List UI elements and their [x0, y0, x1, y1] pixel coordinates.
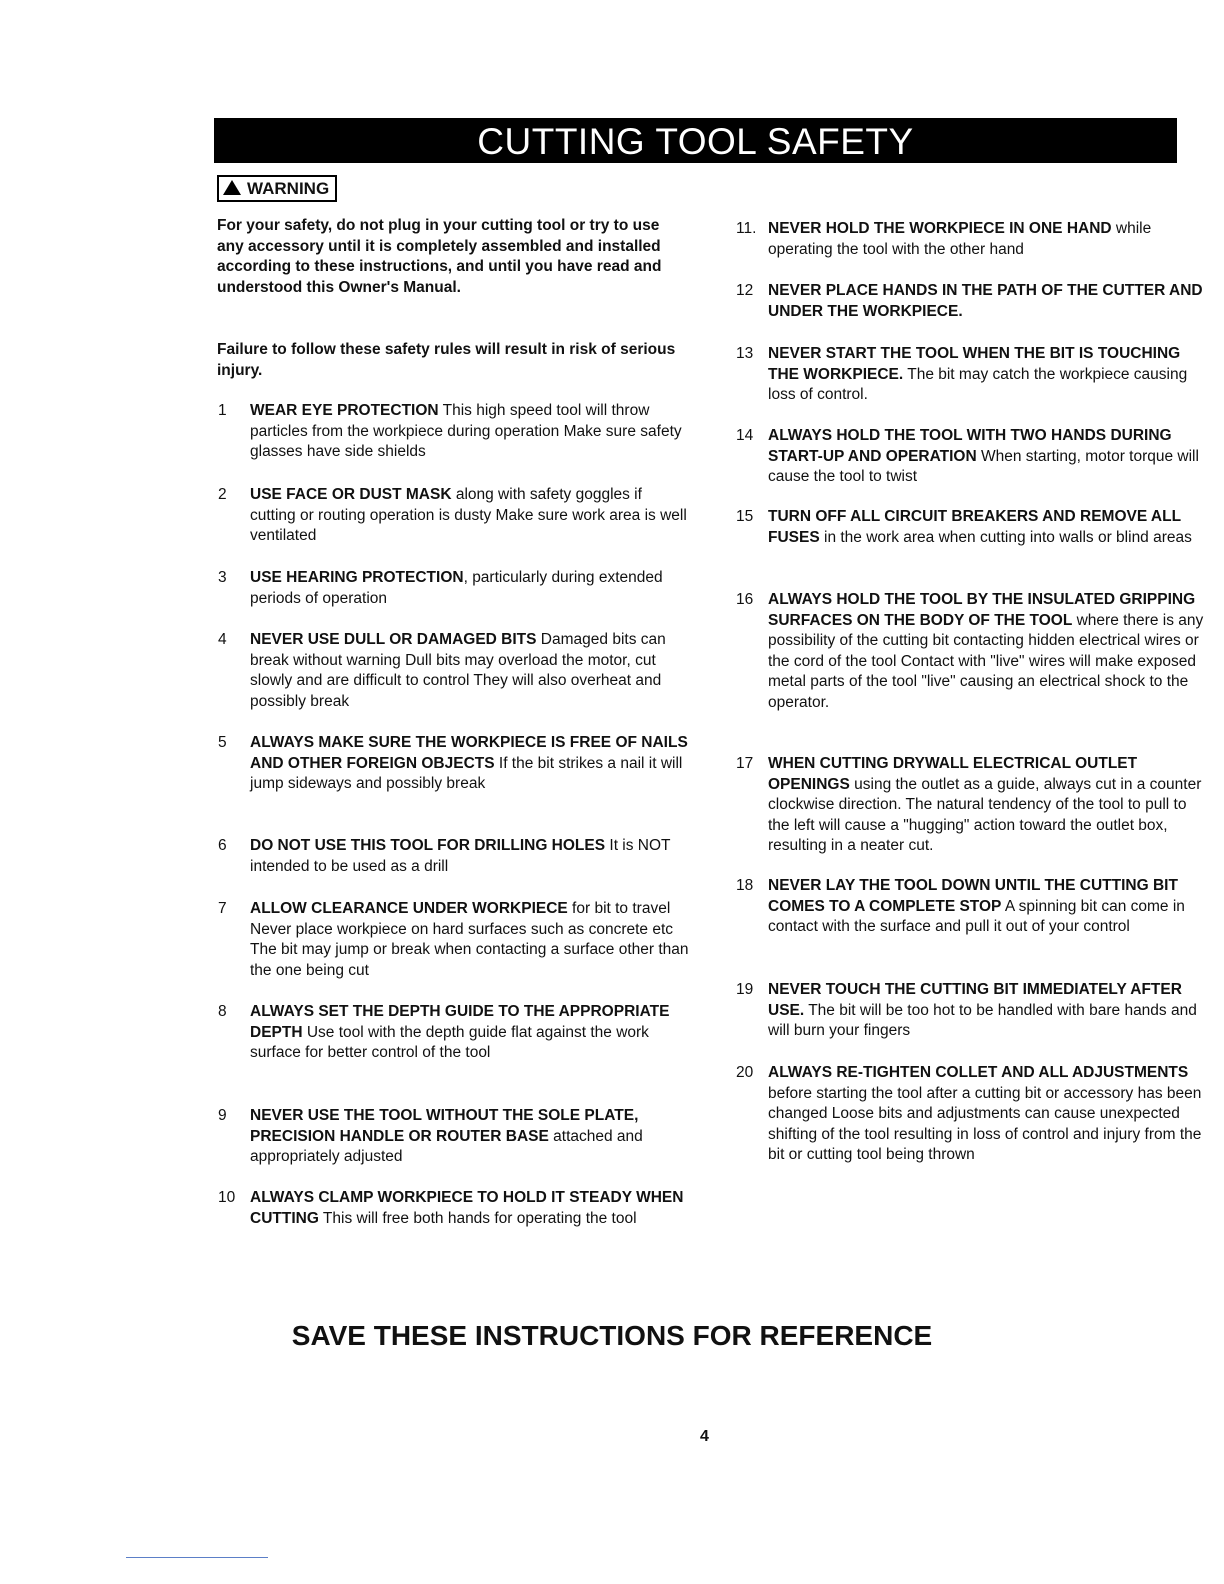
rule-heading: ALWAYS SET THE DEPTH GUIDE TO THE APPROPRIATE DEPTH — [250, 1003, 670, 1041]
rule-number: 9 — [218, 1107, 227, 1124]
safety-rule-item — [218, 401, 690, 463]
rule-heading: NEVER USE THE TOOL WITHOUT THE SOLE PLATE, PRECISION HANDLE OR ROUTER BASE — [250, 1107, 639, 1145]
rule-heading: ALLOW CLEARANCE UNDER WORKPIECE — [250, 900, 568, 917]
rule-number: 1 — [218, 402, 227, 419]
safety-rule-item — [736, 344, 1208, 406]
rule-heading: ALWAYS CLAMP WORKPIECE TO HOLD IT STEADY WHEN CUTTING — [250, 1189, 684, 1227]
rule-text: It is NOT intended to be used as a drill — [250, 837, 671, 875]
rule-text: A spinning bit can come in contact with the surface and pull it out of your control — [768, 897, 1185, 935]
rule-text: where there is any possibility of the cutting bit contacting hidden electrical wires or the cord of the tool Contact with "live" wires will make exposed metal parts of the tool "live" causing an electrical shock to the operator. — [768, 611, 1204, 711]
rule-heading: NEVER HOLD THE WORKPIECE IN ONE HAND — [768, 220, 1112, 237]
intro-paragraph: For your safety, do not plug in your cutting tool or try to use any accessory until it is completely assembled and installed according to these instructions, and until you have read and understood this Owner's Manual. — [217, 217, 662, 296]
rule-text: along with safety goggles if cutting or routing operation is dusty Make sure work area is well ventilated — [250, 486, 687, 544]
rule-number: 15 — [736, 508, 754, 525]
rule-text: , particularly during extended periods of operation — [250, 569, 663, 607]
rule-heading: WHEN CUTTING DRYWALL ELECTRICAL OUTLET OPENINGS — [768, 755, 1138, 793]
rule-number: 18 — [736, 877, 754, 894]
rule-number: 13 — [736, 345, 754, 362]
rule-heading: ALWAYS HOLD THE TOOL BY THE INSULATED GRIPPING SURFACES ON THE BODY OF THE TOOL — [768, 591, 1196, 629]
rule-text: in the work area when cutting into walls or blind areas — [819, 528, 1192, 546]
safety-rule-item — [736, 281, 1208, 322]
safety-rule-item — [218, 1002, 690, 1064]
rule-text: Damaged bits can break without warning Dull bits may overload the motor, cut slowly and are difficult to control They will also overheat and possibly break — [250, 631, 666, 710]
warning-label — [217, 175, 337, 202]
rule-number: 19 — [736, 981, 754, 998]
rule-number: 11. — [736, 220, 757, 237]
safety-rule-item — [736, 754, 1208, 857]
safety-rule-item — [736, 876, 1208, 938]
safety-rule-item — [218, 1188, 690, 1229]
rule-heading: ALWAYS HOLD THE TOOL WITH TWO HANDS DURING START-UP AND OPERATION — [768, 427, 1172, 465]
rule-text: Use tool with the depth guide flat against the work surface for better control of the tool — [250, 1023, 649, 1061]
rule-number: 12 — [736, 282, 754, 299]
safety-rule-item — [736, 426, 1208, 488]
rule-heading: ALWAYS MAKE SURE THE WORKPIECE IS FREE OF NAILS AND OTHER FOREIGN OBJECTS — [250, 734, 688, 772]
safety-rule-item — [736, 219, 1208, 260]
rule-heading: WEAR EYE PROTECTION — [250, 402, 439, 419]
rule-number: 7 — [218, 900, 227, 917]
rule-number: 3 — [218, 569, 227, 586]
safety-rule-item — [736, 507, 1208, 548]
safety-rule-item — [218, 485, 690, 547]
safety-rule-item — [218, 899, 690, 981]
page-title: CUTTING TOOL SAFETY — [214, 118, 1177, 163]
safety-rule-item — [218, 568, 690, 609]
rule-number: 10 — [218, 1189, 236, 1206]
rule-text: before starting the tool after a cutting bit or accessory has been changed Loose bits and adjustments can cause unexpected shifting of the tool resulting in loss of control and injury from the bit or cutting tool being thrown — [768, 1084, 1202, 1163]
rule-number: 4 — [218, 631, 227, 648]
rule-text: attached and appropriately adjusted — [250, 1127, 643, 1165]
rule-text: using the outlet as a guide, always cut in a counter clockwise direction. The natural tendency of the tool to pull to the left will cause a "hugging" action toward the outlet box, resulting in a neater cut. — [768, 775, 1202, 854]
rule-number: 5 — [218, 734, 227, 751]
warning-text: WARNING — [247, 179, 330, 198]
rule-heading: NEVER TOUCH THE CUTTING BIT IMMEDIATELY AFTER USE. — [768, 981, 1182, 1019]
rule-number: 16 — [736, 591, 754, 608]
footer-rule — [126, 1557, 268, 1558]
rule-heading: USE HEARING PROTECTION — [250, 569, 464, 586]
safety-rule-item — [218, 733, 690, 795]
rule-heading: NEVER START THE TOOL WHEN THE BIT IS TOUCHING THE WORKPIECE. — [768, 345, 1181, 383]
rule-number: 2 — [218, 486, 227, 503]
footer-title: SAVE THESE INSTRUCTIONS FOR REFERENCE — [291, 1320, 933, 1351]
rule-heading: DO NOT USE THIS TOOL FOR DRILLING HOLES — [250, 837, 606, 854]
safety-rule-item — [218, 836, 690, 877]
safety-rule-item — [736, 980, 1208, 1042]
rule-number: 20 — [736, 1064, 754, 1081]
rule-heading: ALWAYS RE-TIGHTEN COLLET AND ALL ADJUSTMENTS — [768, 1064, 1189, 1081]
safety-rule-item — [218, 630, 690, 712]
safety-rule-item — [218, 1106, 690, 1168]
rule-number: 8 — [218, 1003, 227, 1020]
rule-heading: TURN OFF ALL CIRCUIT BREAKERS AND REMOVE ALL FUSES — [768, 508, 1181, 546]
rule-heading: NEVER PLACE HANDS IN THE PATH OF THE CUTTER AND UNDER THE WORKPIECE. — [768, 282, 1203, 320]
safety-rule-item — [736, 1063, 1208, 1166]
page-number: 4 — [700, 1428, 709, 1445]
rule-text: When starting, motor torque will cause the tool to twist — [768, 447, 1199, 485]
rule-number: 14 — [736, 427, 754, 444]
rule-number: 17 — [736, 755, 754, 772]
rule-text: The bit will be too hot to be handled with bare hands and will burn your fingers — [768, 1001, 1197, 1039]
rule-text: This will free both hands for operating the tool — [318, 1209, 637, 1227]
rule-text: The bit may catch the workpiece causing loss of control. — [768, 365, 1188, 403]
rule-number: 6 — [218, 837, 227, 854]
rule-text: for bit to travel Never place workpiece on hard surfaces such as concrete etc The bit may jump or break when contacting a surface other than the one being cut — [250, 900, 689, 979]
safety-rule-item — [736, 590, 1208, 713]
rule-heading: NEVER LAY THE TOOL DOWN UNTIL THE CUTTING BIT COMES TO A COMPLETE STOP — [768, 877, 1178, 915]
rule-heading: USE FACE OR DUST MASK — [250, 486, 452, 503]
warning-triangle-icon — [223, 180, 241, 195]
rule-heading: NEVER USE DULL OR DAMAGED BITS — [250, 631, 537, 648]
rule-text: This high speed tool will throw particles from the workpiece during operation Make sure safety glasses have side shields — [250, 402, 682, 460]
rule-text: If the bit strikes a nail it will jump sideways and possibly break — [250, 754, 683, 792]
intro-paragraph: Failure to follow these safety rules will result in risk of serious injury. — [217, 341, 676, 379]
rule-text: while operating the tool with the other hand — [768, 220, 1152, 258]
